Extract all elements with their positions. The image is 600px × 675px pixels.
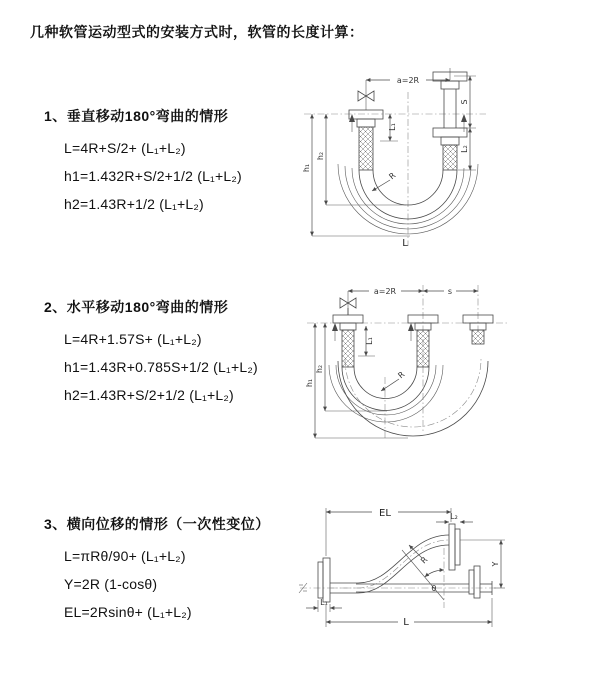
right-hose-braid [472,330,484,344]
radius-leader [381,379,399,391]
dim-l2 [436,512,473,522]
reference-arrow-left [332,323,338,341]
radius-label: R [419,555,430,566]
dim-label-el: EL [379,508,391,519]
vertical-bend-diagram [298,64,588,259]
dim-label-h1: h₁ [305,378,314,388]
section1-heading: 1、垂直移动180°弯曲的情形 [44,108,229,124]
left-hose-braid [359,127,373,170]
section1-formula-length: L=4R+S/2+ (L₁+L₂) [64,140,186,156]
section3-formula-length: L=πRθ/90+ (L₁+L₂) [64,548,186,564]
dim-label-l1: L₁ [365,337,374,345]
straight-pipe-original [356,566,492,598]
dim-label-s: S [460,99,469,105]
right-flange-lower [433,128,467,145]
dim-label-l2: L₂ [460,145,469,153]
left-flange [333,315,363,330]
reference-arrow-middle [408,323,414,341]
angle-label: θ [431,584,437,593]
section2-formula-length: L=4R+1.57S+ (L₁+L₂) [64,331,202,347]
reference-arrow-left [349,114,355,132]
hose-u-bend [329,365,443,422]
dim-label-l2: L₂ [450,512,458,521]
dim-l1 [306,598,342,612]
section3-formula-y: Y=2R (1-cosθ) [64,576,158,592]
page-title: 几种软管运动型式的安装方式时，软管的长度计算： [30,24,364,40]
dim-label-s: s [447,287,453,296]
dim-label-a2r: a=2R [396,76,420,85]
horizontal-bend-diagram [303,281,593,453]
section-lateral-displacement [44,514,314,620]
section3-heading: 3、横向位移的情形（一次性变位） [44,516,270,532]
dim-label-h2: h₂ [316,151,325,161]
left-hose-braid [342,330,354,367]
lateral-displacement-diagram [296,500,596,652]
section-vertical-movement [44,106,314,212]
section2-heading: 2、水平移动180°弯曲的情形 [44,299,229,315]
middle-hose-braid [417,330,429,367]
dim-label-a2r: a=2R [373,287,397,296]
dim-label-l1: L₁ [320,598,328,607]
dim-label-y: Y [491,561,500,567]
radius-label: R [387,170,398,182]
upper-right-flange [449,524,460,570]
left-flange [349,110,383,127]
radius-label: R [396,369,407,381]
hose-displaced [338,359,488,436]
section1-formula-h2: h2=1.43R+1/2 (L₁+L₂) [64,196,204,212]
dim-label-h2: h₂ [315,364,324,374]
dim-label-l1: L₁ [388,123,397,131]
section2-formula-h1: h1=1.43R+0.785S+1/2 (L₁+L₂) [64,359,258,375]
left-flange [318,558,330,602]
right-hose-braid [443,145,457,170]
section2-formula-h2: h2=1.43R+S/2+1/2 (L₁+L₂) [64,387,234,403]
dim-label-l: L [403,617,409,628]
section3-formula-el: EL=2Rsinθ+ (L₁+L₂) [64,604,192,620]
reference-arrow-right [461,114,467,132]
section-horizontal-movement [44,297,314,403]
section1-formula-h1: h1=1.432R+S/2+1/2 (L₁+L₂) [64,168,242,184]
dim-label-h1: h₁ [302,163,311,173]
length-label: L [402,238,408,249]
